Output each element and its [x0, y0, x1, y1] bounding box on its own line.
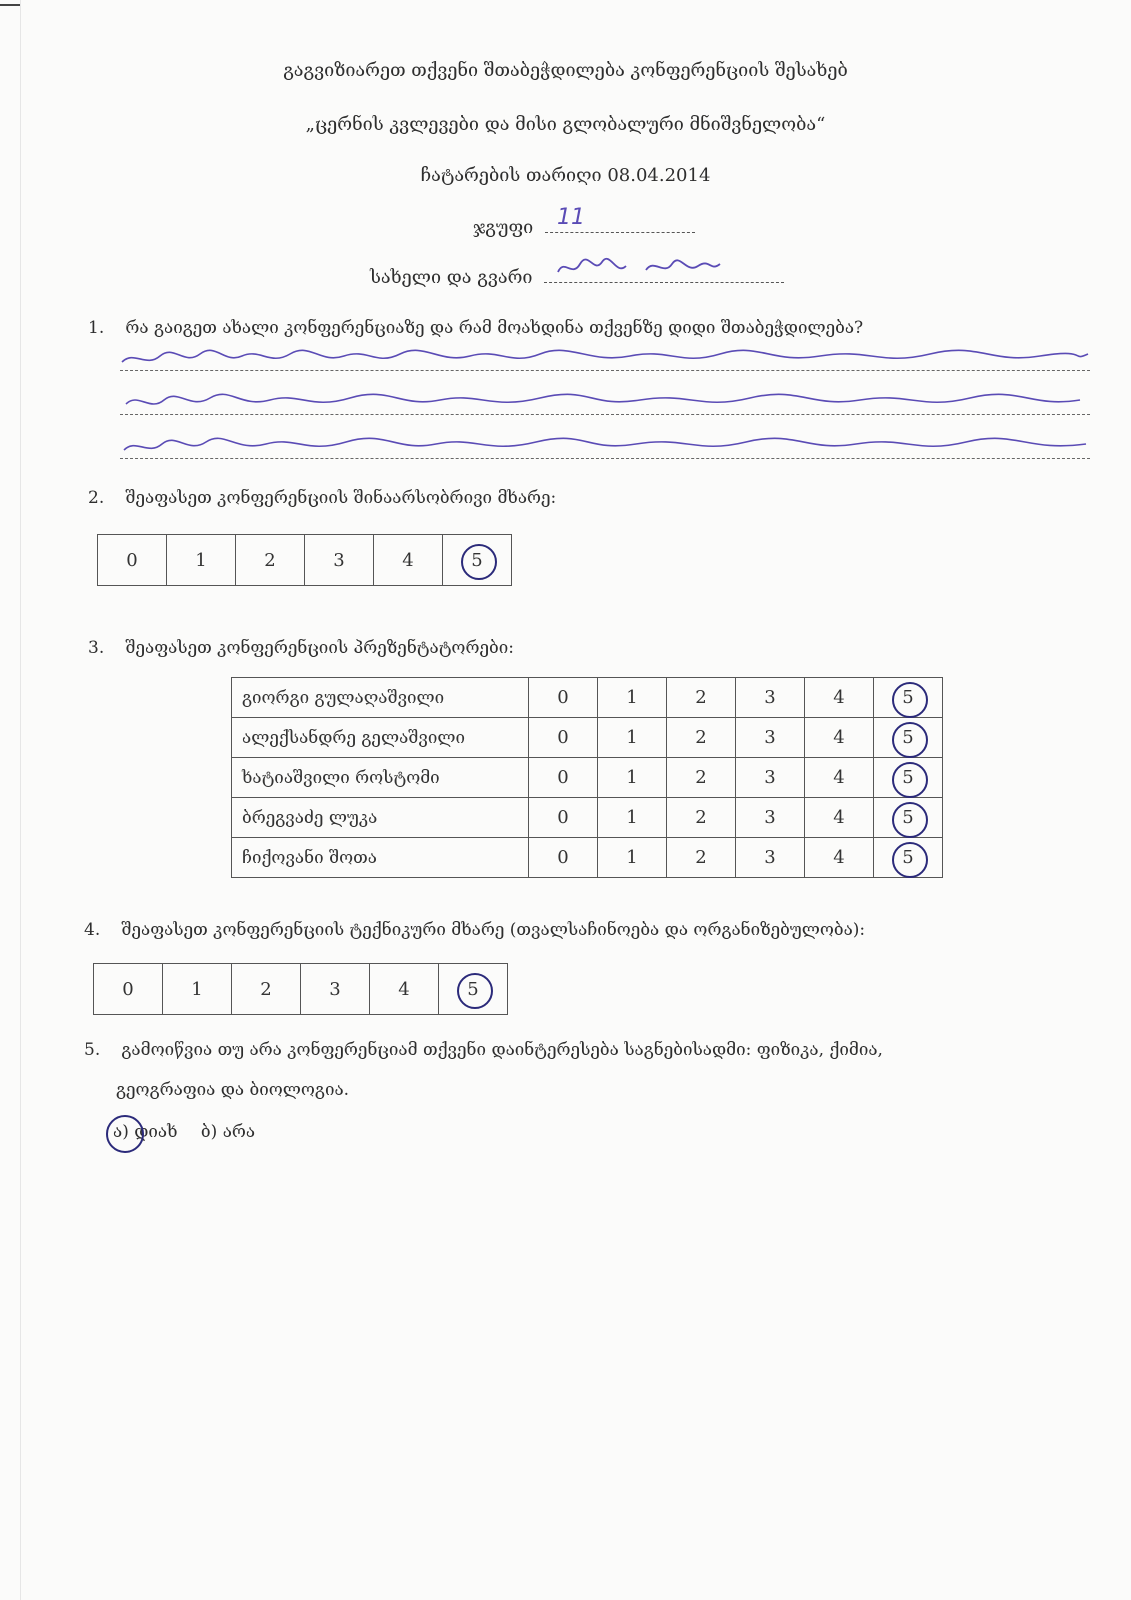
technical-rating-scale — [93, 963, 508, 1015]
question-3-text: შეაფასეთ კონფერენციის პრეზენტატორები: — [125, 638, 514, 658]
answer-line-1[interactable] — [120, 370, 1090, 371]
question-4-number: 4. — [84, 920, 101, 940]
rating-option-5-selected[interactable]: 5 — [443, 535, 512, 586]
rating-option-2[interactable]: 2 — [667, 718, 736, 758]
option-no-label: არა — [222, 1122, 256, 1142]
answer-handwriting-3 — [120, 432, 1090, 458]
table-row — [232, 678, 943, 718]
question-4-text: შეაფასეთ კონფერენციის ტექნიკური მხარე (თვალსაჩინოება და ორგანიზებულობა): — [121, 920, 866, 940]
rating-option-4[interactable]: 4 — [805, 678, 874, 718]
rating-option-3[interactable]: 3 — [736, 718, 805, 758]
answer-handwriting-2 — [120, 388, 1090, 414]
presenter-name: ალექსანდრე გელაშვილი — [232, 718, 529, 758]
question-3 — [88, 638, 514, 658]
rating-option-2[interactable]: 2 — [236, 535, 305, 586]
page-margin-line — [20, 0, 21, 1600]
rating-option-4[interactable]: 4 — [370, 964, 439, 1015]
rating-option-3[interactable]: 3 — [736, 758, 805, 798]
form-title: გაგვიზიარეთ თქვენი შთაბეჭდილება კონფერენციის შესახებ — [283, 60, 848, 81]
rating-option-1[interactable]: 1 — [163, 964, 232, 1015]
rating-option-0[interactable]: 0 — [529, 678, 598, 718]
question-5-number: 5. — [84, 1040, 101, 1060]
group-label: ჯგუფი — [473, 217, 534, 238]
rating-option-3[interactable]: 3 — [305, 535, 374, 586]
table-row — [232, 838, 943, 878]
content-rating-scale — [97, 534, 512, 586]
answer-handwriting-1 — [120, 344, 1090, 370]
rating-option-4[interactable]: 4 — [805, 758, 874, 798]
question-2 — [88, 488, 556, 508]
rating-option-1[interactable]: 1 — [598, 758, 667, 798]
rating-option-3[interactable]: 3 — [301, 964, 370, 1015]
question-5 — [84, 1040, 883, 1060]
question-1-number: 1. — [88, 318, 105, 338]
rating-option-1[interactable]: 1 — [598, 838, 667, 878]
rating-option-0[interactable]: 0 — [98, 535, 167, 586]
rating-option-2[interactable]: 2 — [667, 798, 736, 838]
table-row — [232, 798, 943, 838]
rating-option-5-selected[interactable]: 5 — [874, 758, 943, 798]
option-no[interactable] — [201, 1122, 255, 1142]
option-yes-letter: ა) — [113, 1122, 129, 1142]
rating-option-2[interactable]: 2 — [667, 838, 736, 878]
rating-option-2[interactable]: 2 — [232, 964, 301, 1015]
rating-option-0[interactable]: 0 — [529, 798, 598, 838]
table-row — [232, 758, 943, 798]
question-5-text-line-2: გეოგრაფია და ბიოლოგია. — [116, 1080, 350, 1100]
presenters-rating-table — [231, 677, 943, 878]
option-yes-label: დიახ — [134, 1122, 178, 1142]
rating-option-5-selected[interactable]: 5 — [874, 678, 943, 718]
rating-option-5-selected[interactable]: 5 — [874, 798, 943, 838]
rating-option-3[interactable]: 3 — [736, 838, 805, 878]
rating-option-4[interactable]: 4 — [374, 535, 443, 586]
name-input[interactable] — [544, 262, 784, 283]
yes-no-options — [113, 1122, 273, 1142]
rating-option-1[interactable]: 1 — [598, 718, 667, 758]
option-yes-selected[interactable] — [113, 1122, 178, 1142]
question-5-continued — [116, 1080, 349, 1100]
table-row — [232, 718, 943, 758]
rating-option-3[interactable]: 3 — [736, 678, 805, 718]
rating-option-5-selected[interactable]: 5 — [439, 964, 508, 1015]
answer-line-2[interactable] — [120, 414, 1090, 415]
rating-option-5-selected[interactable]: 5 — [874, 718, 943, 758]
question-1-text: რა გაიგეთ ახალი კონფერენციაზე და რამ მოახდინა თქვენზე დიდი შთაბეჭდილება? — [125, 318, 864, 338]
question-5-text-line-1: გამოიწვია თუ არა კონფერენციამ თქვენი დაინტერესება საგნებისადმი: ფიზიკა, ქიმია, — [121, 1040, 883, 1060]
page-edge-mark — [0, 4, 20, 6]
rating-option-0[interactable]: 0 — [529, 718, 598, 758]
option-no-letter: ბ) — [200, 1122, 218, 1142]
group-value: 11 — [556, 205, 585, 230]
presenter-name: ხატიაშვილი როსტომი — [232, 758, 529, 798]
conference-date: ჩატარების თარიღი 08.04.2014 — [420, 165, 711, 186]
rating-option-2[interactable]: 2 — [667, 678, 736, 718]
rating-option-1[interactable]: 1 — [167, 535, 236, 586]
name-field — [370, 262, 784, 288]
name-handwriting — [554, 254, 724, 280]
group-field — [473, 205, 695, 238]
rating-option-1[interactable]: 1 — [598, 678, 667, 718]
presenter-name: ჩიქოვანი შოთა — [232, 838, 529, 878]
name-label: სახელი და გვარი — [370, 267, 533, 288]
rating-option-0[interactable]: 0 — [529, 838, 598, 878]
conference-title: „ცერნის კვლევები და მისი გლობალური მნიშვნელობა“ — [305, 114, 826, 135]
group-input[interactable] — [545, 205, 695, 233]
presenter-name: ბრეგვაძე ლუკა — [232, 798, 529, 838]
rating-option-0[interactable]: 0 — [529, 758, 598, 798]
rating-option-0[interactable]: 0 — [94, 964, 163, 1015]
question-4 — [84, 920, 865, 940]
answer-line-3[interactable] — [120, 458, 1090, 459]
question-3-number: 3. — [88, 638, 105, 658]
presenter-name: გიორგი გულაღაშვილი — [232, 678, 529, 718]
question-2-text: შეაფასეთ კონფერენციის შინაარსობრივი მხარე: — [125, 488, 557, 508]
rating-option-4[interactable]: 4 — [805, 718, 874, 758]
question-2-number: 2. — [88, 488, 105, 508]
rating-option-4[interactable]: 4 — [805, 798, 874, 838]
rating-option-4[interactable]: 4 — [805, 838, 874, 878]
rating-option-5-selected[interactable]: 5 — [874, 838, 943, 878]
rating-option-1[interactable]: 1 — [598, 798, 667, 838]
rating-option-2[interactable]: 2 — [667, 758, 736, 798]
question-1 — [88, 318, 863, 338]
rating-option-3[interactable]: 3 — [736, 798, 805, 838]
